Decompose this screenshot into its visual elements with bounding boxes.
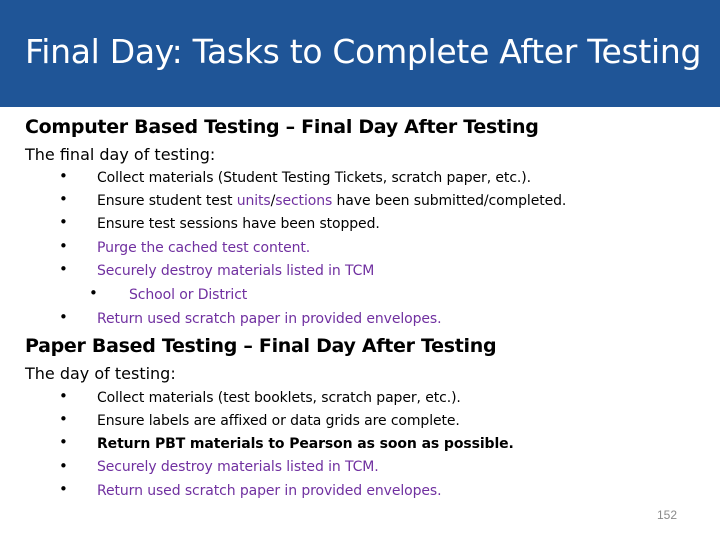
pbt-item-1: Collect materials (test booklets, scratch paper, etc.).	[97, 390, 461, 406]
slide-title: Final Day: Tasks to Complete After Testing	[25, 32, 702, 71]
cbt-item-5-sub: School or District	[129, 287, 248, 303]
cbt-intro: The final day of testing:	[25, 145, 216, 164]
cbt-item-6: Return used scratch paper in provided envelopes.	[97, 311, 442, 327]
cbt-item-2-sections: sections	[275, 193, 333, 209]
cbt-item-2-post: have been submitted/completed.	[332, 193, 567, 209]
bullet-icon: •	[59, 167, 68, 185]
bullet-icon: •	[59, 433, 68, 451]
cbt-heading: Computer Based Testing – Final Day After Testing	[25, 116, 539, 138]
title-bar	[0, 0, 720, 107]
pbt-item-2: Ensure labels are affixed or data grids are complete.	[97, 413, 460, 429]
cbt-item-2-slash: /	[270, 193, 276, 209]
cbt-item-4: Purge the cached test content.	[97, 240, 311, 256]
bullet-icon: •	[59, 308, 68, 326]
cbt-item-2	[97, 193, 566, 209]
bullet-icon: •	[59, 387, 68, 405]
bullet-icon: •	[59, 480, 68, 498]
cbt-item-3: Ensure test sessions have been stopped.	[97, 216, 380, 232]
pbt-item-4: Securely destroy materials listed in TCM.	[97, 459, 379, 475]
bullet-icon: •	[59, 410, 68, 428]
cbt-item-2-pre: Ensure student test	[97, 193, 237, 209]
bullet-icon: •	[59, 237, 68, 255]
bullet-icon: •	[89, 284, 98, 302]
page-number: 152	[657, 508, 678, 522]
cbt-item-1: Collect materials (Student Testing Tickets, scratch paper, etc.).	[97, 170, 531, 186]
pbt-item-5: Return used scratch paper in provided envelopes.	[97, 483, 442, 499]
pbt-heading: Paper Based Testing – Final Day After Testing	[25, 335, 497, 357]
bullet-icon: •	[59, 190, 68, 208]
bullet-icon: •	[59, 260, 68, 278]
bullet-icon: •	[59, 457, 68, 475]
cbt-item-2-units: units	[236, 193, 271, 209]
pbt-intro: The day of testing:	[25, 364, 176, 383]
pbt-item-3: Return PBT materials to Pearson as soon as possible.	[97, 436, 514, 452]
cbt-item-5: Securely destroy materials listed in TCM	[97, 263, 375, 279]
bullet-icon: •	[59, 213, 68, 231]
